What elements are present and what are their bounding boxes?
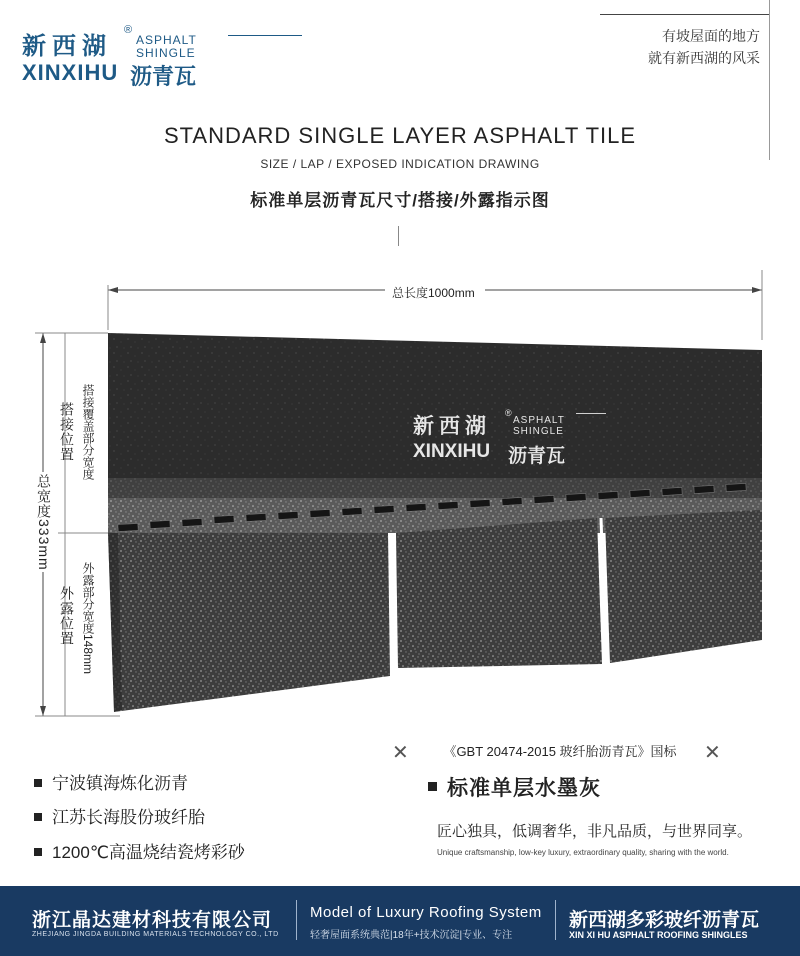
total-length-label: 总长度1000mm (392, 286, 475, 300)
lap-position-label: 搭接位置 (59, 402, 75, 462)
exposed-position-label: 外露位置 (59, 586, 75, 646)
tagline-chinese: 匠心独具，低调奢华，非凡品质，与世界同享。 (437, 823, 753, 840)
footer-model-english: Model of Luxury Roofing System (310, 904, 542, 921)
national-standard-note: 《GBT 20474-2015 玻纤胎沥青瓦》国标 (443, 744, 677, 759)
footer-model-chinese: 轻奢屋面系统典范|18年+技术沉淀|专业、专注 (310, 930, 513, 941)
footer-brand-name: 新西湖多彩玻纤沥青瓦 (569, 910, 760, 931)
cross-decor-icon: ✕ (392, 740, 409, 764)
feature-item (34, 838, 245, 863)
bullet-square-icon (34, 848, 42, 856)
feature-text: 江苏长海股份玻纤胎 (52, 808, 205, 827)
slogan-line2: 就有新西湖的风采 (648, 50, 760, 66)
registered-mark: ® (124, 24, 133, 36)
logo-chinese-name: 新西湖 (22, 31, 112, 60)
page-title-chinese: 标准单层沥青瓦尺寸/搭接/外露指示图 (250, 191, 550, 210)
product-name (428, 772, 601, 802)
slogan-line1: 有坡屋面的地方 (662, 28, 760, 44)
lap-cover-width-label: 搭接覆盖部分宽度 (81, 384, 95, 480)
tile-logo-divider (576, 413, 606, 414)
logo-product-name: 沥青瓦 (130, 64, 197, 90)
feature-text: 1200℃高温烧结瓷烤彩砂 (52, 843, 245, 862)
tile-logo-registered: ® (505, 408, 512, 418)
cross-decor-icon: ✕ (704, 740, 721, 764)
logo-english-line2: SHINGLE (136, 46, 196, 60)
exposed-width-label: 外露部分宽度148mm (81, 562, 95, 675)
tile-logo-brand: XINXIHU (413, 441, 491, 462)
total-width-label: 总宽度333mm (36, 474, 52, 571)
page-title-english: STANDARD SINGLE LAYER ASPHALT TILE (163, 123, 637, 148)
length-dimension (108, 270, 762, 340)
tile-logo-english-line1: ASPHALT (513, 415, 565, 426)
feature-item (34, 803, 205, 828)
tile-logo-english-line2: SHINGLE (513, 426, 564, 437)
footer-brand-english: XIN XI HU ASPHALT ROOFING SHINGLES (569, 930, 748, 940)
tile-logo-chinese: 新西湖 (413, 413, 491, 438)
product-name-text: 标准单层水墨灰 (447, 777, 601, 800)
feature-text: 宁波镇海炼化沥青 (52, 774, 188, 793)
asphalt-tile (108, 333, 762, 712)
logo-brand-name: XINXIHU (22, 60, 119, 85)
footer-company-name: 浙江晶达建材科技有限公司 (32, 910, 273, 931)
tagline-english: Unique craftsmanship, low-key luxury, extraordinary quality, sharing with the world. (437, 848, 729, 857)
feature-item (34, 769, 188, 794)
footer-divider (555, 900, 556, 940)
page-subtitle-english: SIZE / LAP / EXPOSED INDICATION DRAWING (260, 157, 540, 171)
tile-logo-product: 沥青瓦 (508, 445, 566, 467)
logo-english-line1: ASPHALT (136, 33, 197, 47)
bullet-square-icon (34, 779, 42, 787)
footer-company-english: ZHEJIANG JINGDA BUILDING MATERIALS TECHNOLOGY CO., LTD (32, 931, 279, 938)
bullet-square-icon (34, 813, 42, 821)
footer-divider (296, 900, 297, 940)
bullet-square-icon (428, 782, 437, 791)
